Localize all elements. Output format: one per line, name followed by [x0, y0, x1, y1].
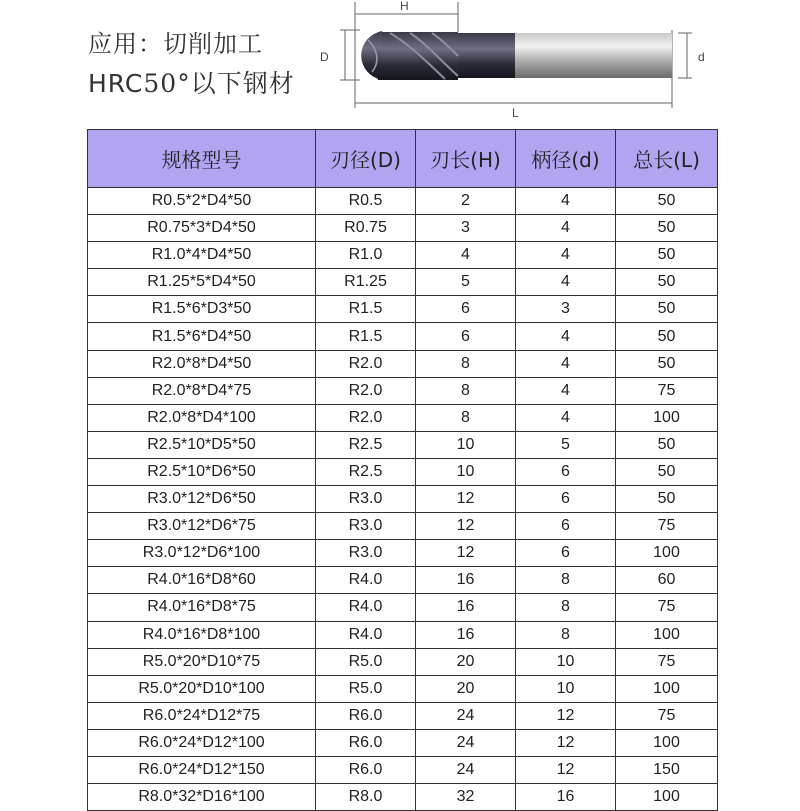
cell-blade-length: 16: [416, 621, 516, 648]
cell-total-length: 75: [616, 594, 718, 621]
neck: [450, 33, 515, 78]
column-header-model: 规格型号: [88, 130, 316, 188]
cell-total-length: 50: [616, 350, 718, 377]
cell-blade-diameter: R0.75: [316, 215, 416, 242]
table-row: [88, 784, 718, 811]
hardness-prefix: HRC: [88, 69, 144, 98]
cell-model: R1.5*6*D4*50: [88, 323, 316, 350]
table-row: [88, 296, 718, 323]
cell-blade-length: 16: [416, 594, 516, 621]
table-row: [88, 513, 718, 540]
cell-shank-diameter: 4: [516, 350, 616, 377]
cell-shank-diameter: 8: [516, 621, 616, 648]
cell-blade-diameter: R2.0: [316, 350, 416, 377]
cell-model: R6.0*24*D12*100: [88, 729, 316, 756]
cell-blade-diameter: R1.25: [316, 269, 416, 296]
ball-nose: [361, 31, 382, 80]
table-row: [88, 594, 718, 621]
cell-model: R3.0*12*D6*75: [88, 513, 316, 540]
cell-shank-diameter: 6: [516, 513, 616, 540]
cell-blade-length: 24: [416, 702, 516, 729]
cell-blade-diameter: R2.0: [316, 377, 416, 404]
cell-blade-length: 24: [416, 756, 516, 783]
cell-shank-diameter: 12: [516, 756, 616, 783]
cell-shank-diameter: 12: [516, 729, 616, 756]
cell-blade-diameter: R1.5: [316, 323, 416, 350]
hardness-label: [88, 64, 295, 100]
cell-blade-diameter: R1.0: [316, 242, 416, 269]
cell-blade-diameter: R5.0: [316, 648, 416, 675]
cell-total-length: 50: [616, 296, 718, 323]
cell-total-length: 100: [616, 675, 718, 702]
cell-shank-diameter: 6: [516, 486, 616, 513]
cell-total-length: 75: [616, 702, 718, 729]
cell-blade-length: 2: [416, 188, 516, 215]
cell-model: R2.5*10*D6*50: [88, 458, 316, 485]
cell-model: R2.0*8*D4*75: [88, 377, 316, 404]
cell-shank-diameter: 8: [516, 567, 616, 594]
shank: [510, 33, 672, 78]
table-row: [88, 702, 718, 729]
cell-blade-length: 8: [416, 350, 516, 377]
cell-blade-length: 12: [416, 513, 516, 540]
cell-blade-length: 6: [416, 323, 516, 350]
cell-total-length: 60: [616, 567, 718, 594]
cell-shank-diameter: 4: [516, 377, 616, 404]
table-header-row: [88, 130, 718, 188]
cell-model: R6.0*24*D12*75: [88, 702, 316, 729]
column-header-shank-diameter: 柄径(d): [516, 130, 616, 188]
cell-blade-diameter: R1.5: [316, 296, 416, 323]
hardness-suffix: 以下钢材: [190, 69, 295, 98]
cell-shank-diameter: 8: [516, 594, 616, 621]
table-row: [88, 540, 718, 567]
cell-blade-diameter: R0.5: [316, 188, 416, 215]
cell-total-length: 100: [616, 784, 718, 811]
cell-shank-diameter: 4: [516, 242, 616, 269]
table-row: [88, 756, 718, 783]
cell-blade-length: 32: [416, 784, 516, 811]
cell-total-length: 75: [616, 377, 718, 404]
cell-blade-diameter: R4.0: [316, 621, 416, 648]
table-row: [88, 567, 718, 594]
cell-blade-diameter: R6.0: [316, 756, 416, 783]
cell-total-length: 100: [616, 621, 718, 648]
cell-blade-length: 10: [416, 458, 516, 485]
cell-total-length: 75: [616, 648, 718, 675]
cell-blade-length: 12: [416, 540, 516, 567]
table-body: [88, 188, 718, 811]
cell-blade-diameter: R6.0: [316, 702, 416, 729]
table-row: [88, 404, 718, 431]
cell-total-length: 50: [616, 486, 718, 513]
cell-shank-diameter: 10: [516, 648, 616, 675]
cell-blade-diameter: R6.0: [316, 729, 416, 756]
table-row: [88, 621, 718, 648]
cell-shank-diameter: 4: [516, 188, 616, 215]
cell-total-length: 50: [616, 431, 718, 458]
cell-model: R5.0*20*D10*100: [88, 675, 316, 702]
dim-l-label: L: [512, 106, 519, 120]
cell-blade-diameter: R2.5: [316, 431, 416, 458]
cell-shank-diameter: 4: [516, 215, 616, 242]
cell-model: R4.0*16*D8*60: [88, 567, 316, 594]
hardness-value: 50°: [143, 69, 191, 98]
cell-model: R4.0*16*D8*75: [88, 594, 316, 621]
cell-blade-diameter: R3.0: [316, 540, 416, 567]
cell-shank-diameter: 16: [516, 784, 616, 811]
cell-model: R6.0*24*D12*150: [88, 756, 316, 783]
table-row: [88, 486, 718, 513]
spec-table: [87, 129, 718, 811]
cell-total-length: 100: [616, 404, 718, 431]
cell-model: R1.5*6*D3*50: [88, 296, 316, 323]
cell-blade-length: 6: [416, 296, 516, 323]
table-row: [88, 242, 718, 269]
cell-blade-length: 16: [416, 567, 516, 594]
cell-total-length: 150: [616, 756, 718, 783]
cell-total-length: 50: [616, 269, 718, 296]
cell-total-length: 50: [616, 458, 718, 485]
column-header-blade-length: 刃长(H): [416, 130, 516, 188]
cell-blade-length: 3: [416, 215, 516, 242]
cell-total-length: 50: [616, 188, 718, 215]
cell-model: R5.0*20*D10*75: [88, 648, 316, 675]
cell-blade-length: 8: [416, 377, 516, 404]
cell-model: R1.0*4*D4*50: [88, 242, 316, 269]
dim-h-label: H: [400, 0, 409, 13]
table-row: [88, 215, 718, 242]
cell-blade-length: 12: [416, 486, 516, 513]
table-row: [88, 729, 718, 756]
cell-shank-diameter: 4: [516, 269, 616, 296]
cell-shank-diameter: 5: [516, 431, 616, 458]
end-mill-drawing: [300, 0, 720, 125]
cell-total-length: 50: [616, 242, 718, 269]
cell-blade-length: 5: [416, 269, 516, 296]
cell-blade-diameter: R3.0: [316, 486, 416, 513]
cell-blade-diameter: R2.0: [316, 404, 416, 431]
table-row: [88, 377, 718, 404]
table-row: [88, 188, 718, 215]
cell-blade-length: 10: [416, 431, 516, 458]
table-row: [88, 675, 718, 702]
cell-model: R4.0*16*D8*100: [88, 621, 316, 648]
cell-shank-diameter: 6: [516, 540, 616, 567]
cell-shank-diameter: 6: [516, 458, 616, 485]
cell-model: R8.0*32*D16*100: [88, 784, 316, 811]
cell-total-length: 75: [616, 513, 718, 540]
cell-shank-diameter: 12: [516, 702, 616, 729]
cell-blade-diameter: R4.0: [316, 567, 416, 594]
cell-blade-diameter: R8.0: [316, 784, 416, 811]
cell-blade-diameter: R3.0: [316, 513, 416, 540]
cell-shank-diameter: 4: [516, 323, 616, 350]
cell-total-length: 100: [616, 540, 718, 567]
cell-blade-length: 4: [416, 242, 516, 269]
cell-shank-diameter: 10: [516, 675, 616, 702]
table-row: [88, 648, 718, 675]
cell-total-length: 100: [616, 729, 718, 756]
cell-total-length: 50: [616, 323, 718, 350]
cell-total-length: 50: [616, 215, 718, 242]
cell-model: R3.0*12*D6*100: [88, 540, 316, 567]
cell-model: R2.0*8*D4*100: [88, 404, 316, 431]
dim-d-upper-label: D: [320, 50, 329, 64]
cell-model: R3.0*12*D6*50: [88, 486, 316, 513]
cell-model: R0.75*3*D4*50: [88, 215, 316, 242]
cell-blade-length: 8: [416, 404, 516, 431]
usage-label: 应用：切削加工: [88, 30, 263, 58]
cell-blade-diameter: R2.5: [316, 458, 416, 485]
cell-model: R2.5*10*D5*50: [88, 431, 316, 458]
table-row: [88, 269, 718, 296]
table-row: [88, 431, 718, 458]
cell-blade-diameter: R5.0: [316, 675, 416, 702]
dim-d-lower-label: d: [698, 50, 705, 64]
cell-model: R2.0*8*D4*50: [88, 350, 316, 377]
table-row: [88, 323, 718, 350]
cell-model: R0.5*2*D4*50: [88, 188, 316, 215]
cell-blade-diameter: R4.0: [316, 594, 416, 621]
cell-model: R1.25*5*D4*50: [88, 269, 316, 296]
column-header-blade-diameter: 刃径(D): [316, 130, 416, 188]
cell-shank-diameter: 4: [516, 404, 616, 431]
cell-shank-diameter: 3: [516, 296, 616, 323]
table-row: [88, 458, 718, 485]
column-header-total-length: 总长(L): [616, 130, 718, 188]
cell-blade-length: 20: [416, 648, 516, 675]
cell-blade-length: 20: [416, 675, 516, 702]
cell-blade-length: 24: [416, 729, 516, 756]
table-row: [88, 350, 718, 377]
